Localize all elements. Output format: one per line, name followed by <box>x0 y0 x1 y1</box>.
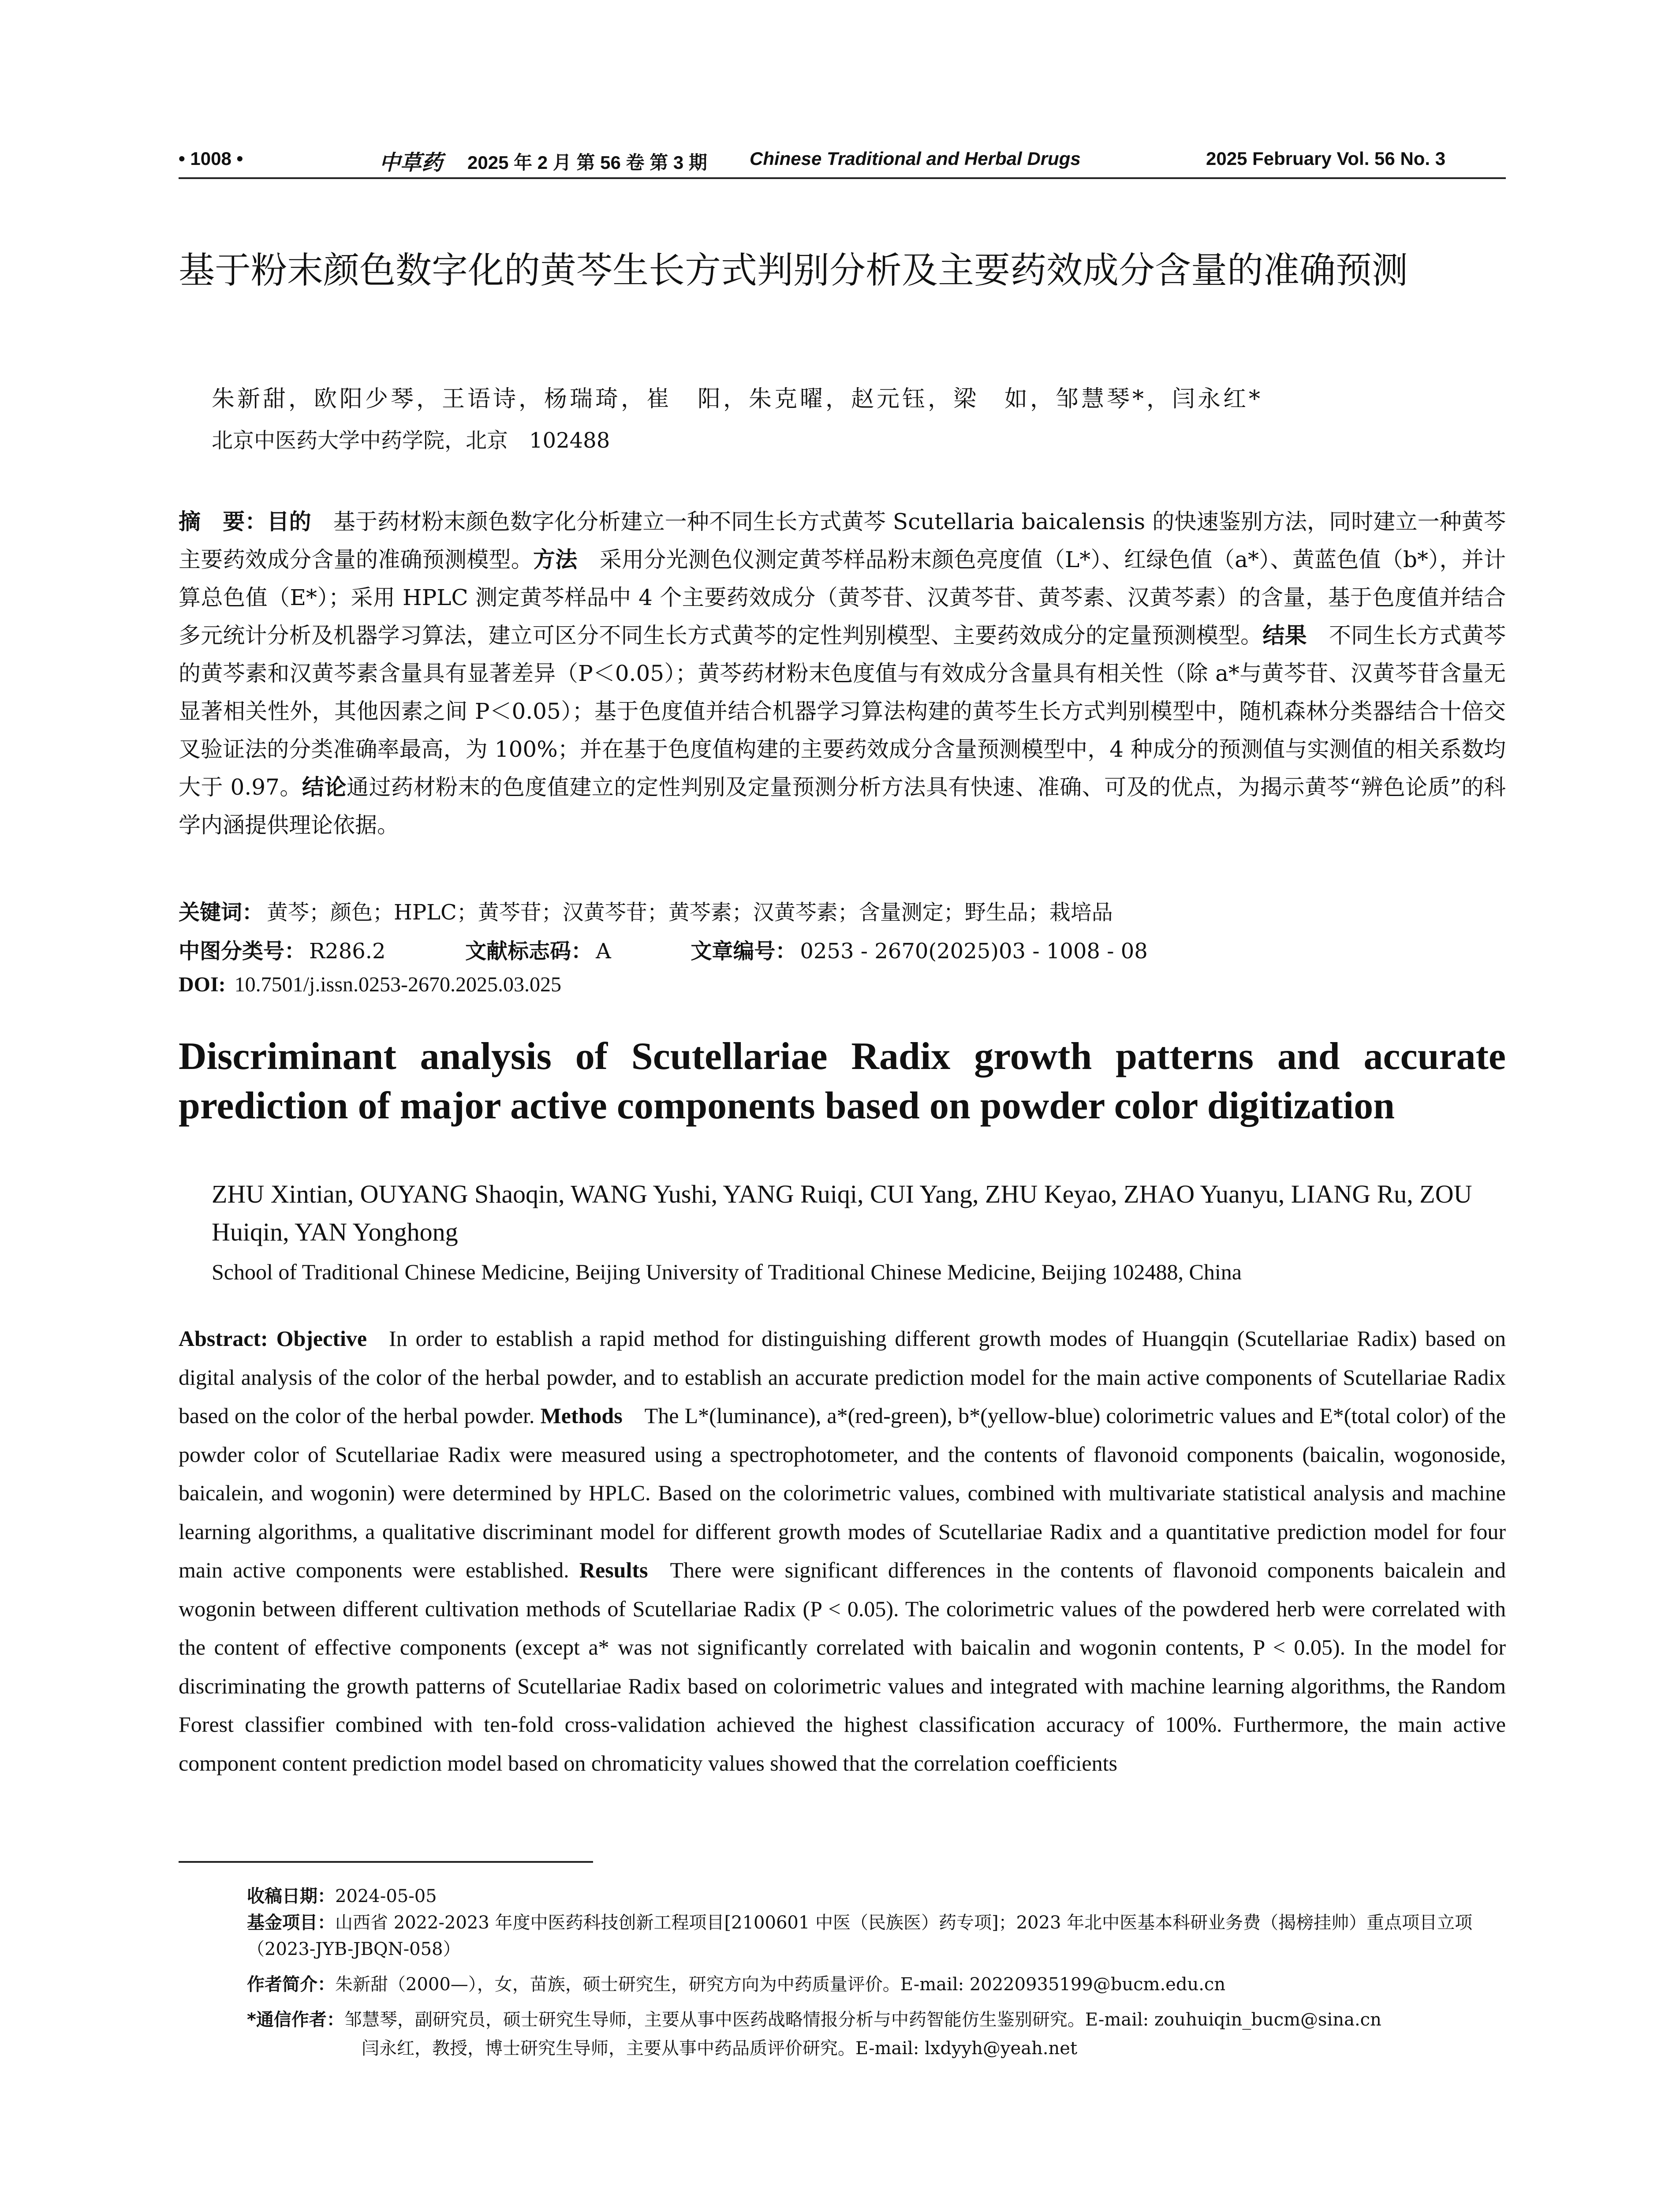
affiliation-en: School of Traditional Chinese Medicine, Beijing University of Traditional Chinese Medicine, Beijing 102488, China <box>212 1259 1242 1284</box>
issue-en: 2025 February Vol. 56 No. 3 <box>1206 148 1446 169</box>
keywords-value: 黄芩；颜色；HPLC；黄芩苷；汉黄芩苷；黄芩素；汉黄芩素；含量测定；野生品；栽培品 <box>267 900 1113 925</box>
conclusion-label-cn: 结论 <box>302 774 347 800</box>
objective-cn: 基于药材粉末颜色数字化分析建立一种不同生长方式黄芩 Scutellaria baicalensis 的快速鉴别方法，同时建立一种黄芩主要药效成分含量的准确预测模型。 <box>179 509 1506 572</box>
paper-title-cn: 基于粉末颜色数字化的黄芩生长方式判别分析及主要药效成分含量的准确预测 <box>179 250 1408 292</box>
author-value: 朱新甜（2000—），女，苗族，硕士研究生，研究方向为中药质量评价。E-mail: 20220935199@bucm.edu.cn <box>335 1974 1226 1995</box>
conclusion-cn: 通过药材粉末的色度值建立的定性判别及定量预测分析方法具有快速、准确、可及的优点，为揭示黄芩“辨色论质”的科学内涵提供理论依据。 <box>179 774 1506 838</box>
abstract-cn <box>179 503 1506 844</box>
methods-label-cn: 方法 <box>533 547 578 572</box>
corr-label: *通信作者： <box>247 2010 344 2030</box>
artno-label: 文章编号： <box>691 939 797 964</box>
doi-line <box>179 972 561 997</box>
methods-cn: 采用分光测色仪测定黄芩样品粉末颜色亮度值（L*）、红绿色值（a*）、黄蓝色值（b*），并计算总色值（E*）；采用 HPLC 测定黄芩样品中 4 个主要药效成分（黄芩苷、汉黄芩苷、黄芩素、汉黄芩素）的含量，基于色度值并结合多元统计分析及机器学习算法，建立可区分不同生长方式黄芩的定性判别模型、主要药效成分的定量预测模型。 <box>179 547 1506 648</box>
clc-value: R286.2 <box>309 939 386 964</box>
abstract-label-en: Abstract: Objective <box>179 1326 367 1351</box>
author-label: 作者简介： <box>247 1974 335 1995</box>
issue-cn: 2025 年 2 月 第 56 卷 第 3 期 <box>467 152 707 173</box>
keywords-label: 关键词： <box>179 900 264 925</box>
paper-title-en: Discriminant analysis of Scutellariae Radix growth patterns and accurate prediction of major active components based on powder color digitization <box>179 1035 1506 1127</box>
received-label: 收稿日期： <box>247 1886 335 1906</box>
corresponding-note-2 <box>362 2035 1508 2062</box>
classification-line <box>179 934 1148 964</box>
affiliation-cn: 北京中医药大学中药学院，北京 102488 <box>212 428 610 453</box>
footnote-rule <box>179 1861 593 1863</box>
doccode-value: A <box>596 939 611 964</box>
fund-note <box>247 1910 1508 1962</box>
fund-value: 山西省 2022-2023 年度中医药科技创新工程项目[2100601 中医（民族医）药专项]；2023 年北中医基本科研业务费（揭榜挂帅）重点项目立项（2023-JYB-JBQN-058） <box>247 1913 1473 1959</box>
running-header <box>179 146 1506 179</box>
results-label-cn: 结果 <box>1262 623 1307 648</box>
journal-name-en: Chinese Traditional and Herbal Drugs <box>750 148 1081 169</box>
corr-value-2: 闫永红，教授，博士研究生导师，主要从事中药品质评价研究。E-mail: lxdyyh@yeah.net <box>362 2038 1078 2059</box>
clc-label: 中图分类号： <box>179 939 306 964</box>
abstract-en <box>179 1319 1506 1783</box>
methods-en: The L*(luminance), a*(red-green), b*(yellow-blue) colorimetric values and E*(total color) of the powder color of Scutellariae Radix were measured using a spectrophotometer, and the contents of flavonoid components (baicalin, wogonoside, baicalein, and wogonin) were determined by HPLC. Based on the colorimetric values, combined with multivariate statistical analysis and machine learning algorithms, a qualitative discriminant model for different growth modes of Scutellariae Radix and a quantitative prediction model for four main active components were established. <box>179 1403 1506 1582</box>
objective-label-cn: 目的 <box>267 509 311 534</box>
artno-value: 0253 - 2670(2025)03 - 1008 - 08 <box>800 939 1148 964</box>
corresponding-note <box>247 2007 1508 2033</box>
authors-en: ZHU Xintian, OUYANG Shaoqin, WANG Yushi, YANG Ruiqi, CUI Yang, ZHU Keyao, ZHAO Yuanyu, LIANG Ru, ZOU Huiqin, YAN Yonghong <box>212 1180 1472 1246</box>
results-cn: 不同生长方式黄芩的黄芩素和汉黄芩素含量具有显著差异（P＜0.05）；黄芩药材粉末色度值与有效成分含量具有相关性（除 a*与黄芩苷、汉黄芩苷含量无显著相关性外，其他因素之间 P＜0.05）；基于色度值并结合机器学习算法构建的黄芩生长方式判别模型中，随机森林分类器结合十倍交叉验证法的分类准确率最高，为 100%；并在基于色度值构建的主要药效成分含量预测模型中，4 种成分的预测值与实测值的相关系数均大于 0.97。 <box>179 623 1506 800</box>
author-note <box>247 1971 1508 1998</box>
objective-en: In order to establish a rapid method for distinguishing different growth modes of Huangqin (Scutellariae Radix) based on digital analysis of the color of the herbal powder, and to establish an accurate prediction model for the main active components of Scutellariae Radix based on the color of the herbal powder. <box>179 1326 1506 1428</box>
abstract-label-cn: 摘 要： <box>179 509 267 534</box>
page-number: • 1008 • <box>179 148 243 169</box>
doi-label: DOI: <box>179 973 226 996</box>
received-value: 2024-05-05 <box>335 1886 437 1906</box>
doccode-label: 文献标志码： <box>465 939 593 964</box>
methods-label-en: Methods <box>540 1403 623 1428</box>
results-en: There were significant differences in the contents of flavonoid components baicalein and wogonin between different cultivation methods of Scutellariae Radix (P < 0.05). The colorimetric values of the powdered herb were correlated with the content of effective components (except a* was not significantly correlated with baicalin and wogonin contents, P < 0.05). In the model for discriminating the growth patterns of Scutellariae Radix based on colorimetric values and integrated with machine learning algorithms, the Random Forest classifier combined with ten-fold cross-validation achieved the highest classification accuracy of 100%. Furthermore, the main active component content prediction model based on chromaticity values showed that the correlation coefficients <box>179 1558 1506 1775</box>
authors-cn: 朱新甜，欧阳少琴，王语诗，杨瑞琦，崔 阳，朱克曜，赵元钰，梁 如，邹慧琴*，闫永红* <box>212 386 1263 412</box>
corr-value-1: 邹慧琴，副研究员，硕士研究生导师，主要从事中医药战略情报分析与中药智能仿生鉴别研究。E-mail: zouhuiqin_bucm@sina.cn <box>344 2010 1381 2030</box>
results-label-en: Results <box>579 1558 648 1582</box>
keywords-cn <box>179 895 1113 926</box>
doi-value: 10.7501/j.issn.0253-2670.2025.03.025 <box>234 973 562 996</box>
journal-logo-cn: 中草药 <box>379 150 443 175</box>
received-date <box>247 1883 1508 1910</box>
fund-label: 基金项目： <box>247 1913 335 1933</box>
